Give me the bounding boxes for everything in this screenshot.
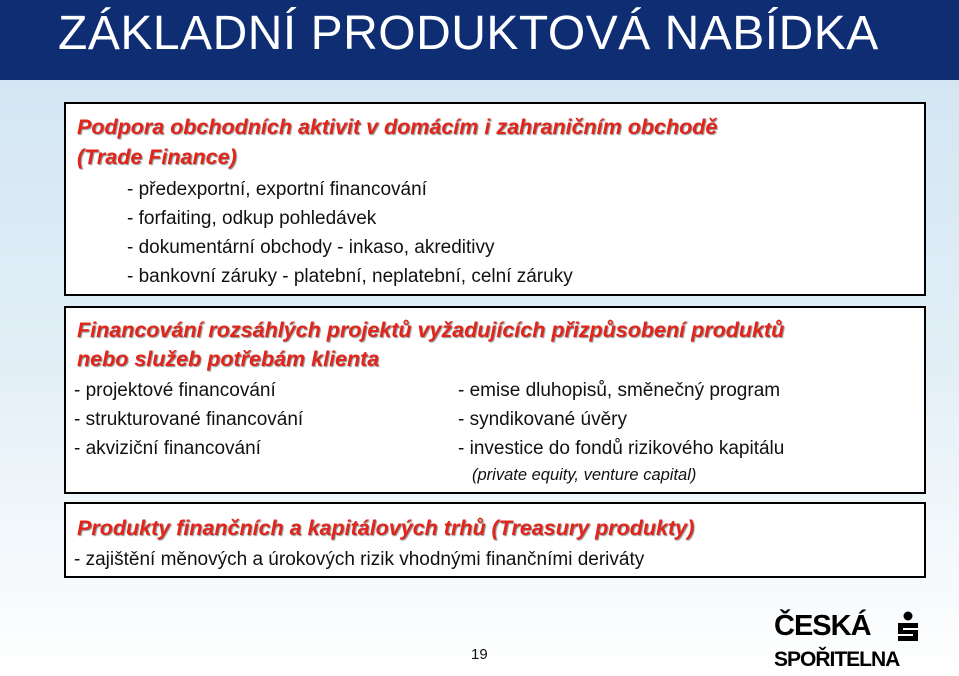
logo-mark-icon xyxy=(892,611,924,645)
project-finance-left-item: - akviziční financování xyxy=(74,438,261,459)
project-finance-right-item: - emise dluhopisů, směnečný program xyxy=(458,380,781,401)
project-finance-right-item: - investice do fondů rizikového kapitálu xyxy=(458,438,785,459)
project-finance-note: (private equity, venture capital) xyxy=(472,466,697,484)
project-finance-left-item: - strukturované financování xyxy=(74,409,304,430)
project-finance-right-item: - syndikované úvěry xyxy=(458,409,627,430)
trade-finance-item: - dokumentární obchody - inkaso, akreditivy xyxy=(127,237,495,258)
page-number: 19 xyxy=(471,646,488,663)
trade-finance-heading-line2: (Trade Finance) xyxy=(77,145,237,169)
trade-finance-item: - forfaiting, odkup pohledávek xyxy=(127,208,377,229)
trade-finance-item: - předexportní, exportní financování xyxy=(127,179,427,200)
project-finance-heading-line2: nebo služeb potřebám klienta xyxy=(77,347,380,371)
project-finance-box xyxy=(64,306,926,494)
treasury-box xyxy=(64,502,926,578)
trade-finance-heading-line1: Podpora obchodních aktivit v domácím i zahraničním obchodě xyxy=(77,115,718,139)
project-finance-left-item: - projektové financování xyxy=(74,380,276,401)
ceska-sporitelna-logo xyxy=(774,610,926,672)
logo-text-line1: ČESKÁ xyxy=(774,610,871,642)
logo-text-line2: SPOŘITELNA xyxy=(774,648,900,671)
title-bar xyxy=(0,0,959,80)
trade-finance-item: - bankovní záruky - platební, neplatební, celní záruky xyxy=(127,266,573,287)
slide-title: ZÁKLADNÍ PRODUKTOVÁ NABÍDKA xyxy=(58,7,879,60)
treasury-item: - zajištění měnových a úrokových rizik vhodnými finančními deriváty xyxy=(74,549,645,570)
project-finance-heading-line1: Financování rozsáhlých projektů vyžadujících přizpůsobení produktů xyxy=(77,318,785,342)
trade-finance-box xyxy=(64,102,926,296)
treasury-heading: Produkty finančních a kapitálových trhů (Treasury produkty) xyxy=(77,516,695,540)
